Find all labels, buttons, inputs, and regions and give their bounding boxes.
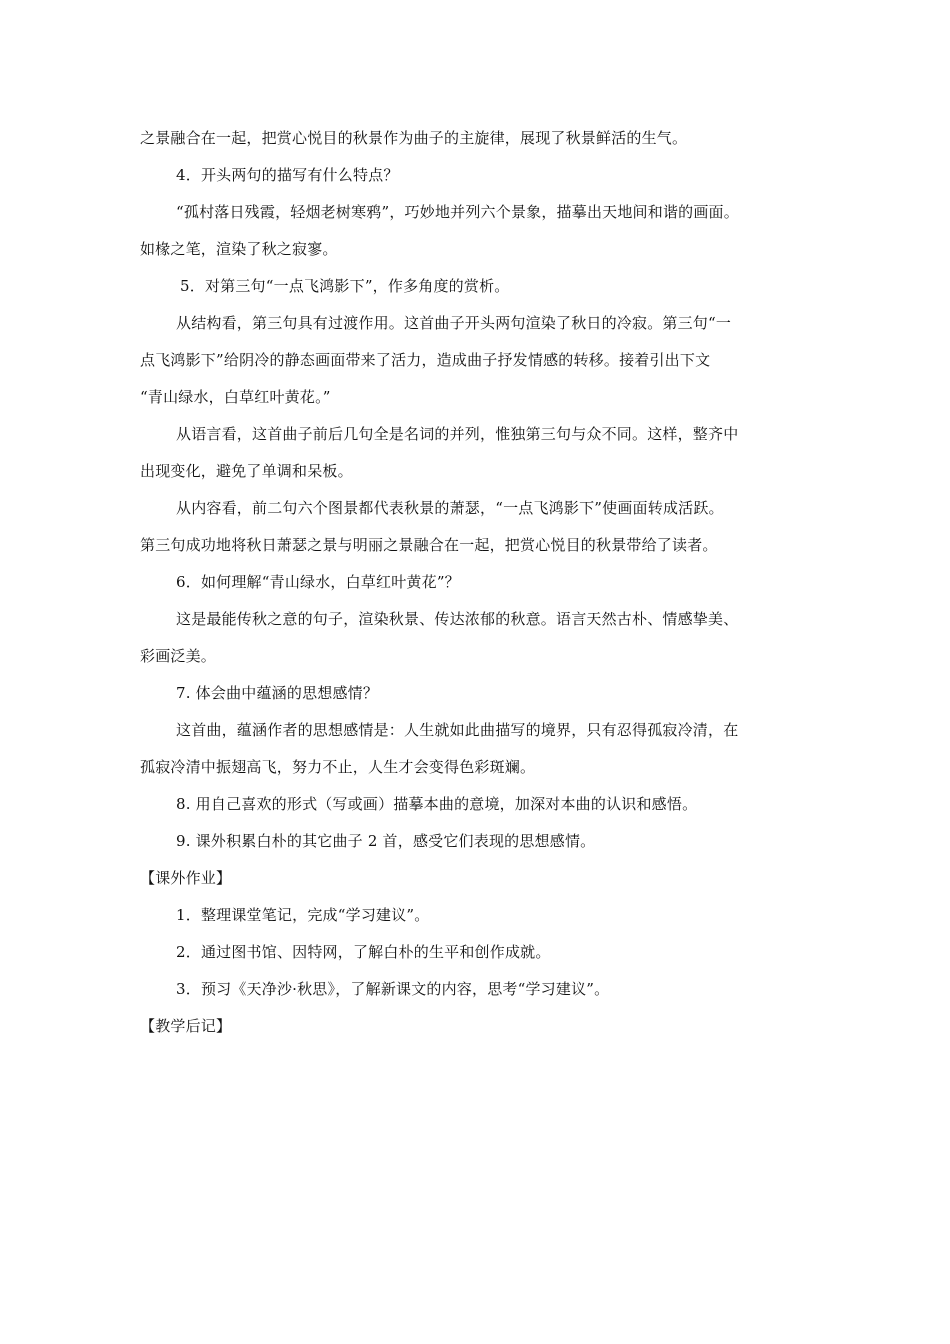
paragraph-line: 从语言看，这首曲子前后几句全是名词的并列，惟独第三句与众不同。这样，整齐中 <box>176 425 739 443</box>
paragraph-line: 这首曲，蕴涵作者的思想感情是：人生就如此曲描写的境界，只有忍得孤寂冷清，在 <box>176 721 739 739</box>
section-heading-homework: 【课外作业】 <box>140 869 232 887</box>
paragraph-line: “青山绿水，白草红叶黄花。” <box>140 388 331 406</box>
question-5: 5．对第三句“一点飞鸿影下”，作多角度的赏析。 <box>180 277 510 295</box>
question-4: 4．开头两句的描写有什么特点？ <box>176 166 399 184</box>
section-heading-teaching-notes: 【教学后记】 <box>140 1017 232 1035</box>
paragraph-line: “孤村落日残霞，轻烟老树寒鸦”，巧妙地并列六个景象，描摹出天地间和谐的画面。 <box>176 203 739 221</box>
homework-item-1: 1．整理课堂笔记，完成“学习建议”。 <box>176 906 430 924</box>
paragraph-line: 出现变化，避免了单调和呆板。 <box>140 462 353 480</box>
question-8: 8. 用自己喜欢的形式（写或画）描摹本曲的意境，加深对本曲的认识和感悟。 <box>176 795 698 813</box>
question-9: 9. 课外积累白朴的其它曲子 2 首，感受它们表现的思想感情。 <box>176 832 596 850</box>
paragraph-line: 孤寂冷清中振翅高飞，努力不止，人生才会变得色彩斑斓。 <box>140 758 536 776</box>
paragraph-line: 如椽之笔，渲染了秋之寂寥。 <box>140 240 338 258</box>
paragraph-line: 点飞鸿影下”给阴冷的静态画面带来了活力，造成曲子抒发情感的转移。接着引出下文 <box>140 351 711 369</box>
paragraph-line: 这是最能传秋之意的句子，渲染秋景、传达浓郁的秋意。语言天然古朴、情感挚美、 <box>176 610 739 628</box>
paragraph-line: 彩画泛美。 <box>140 647 217 665</box>
question-6: 6．如何理解“青山绿水，白草红叶黄花”？ <box>176 573 460 591</box>
homework-item-2: 2．通过图书馆、因特网，了解白朴的生平和创作成就。 <box>176 943 551 961</box>
paragraph-line: 第三句成功地将秋日萧瑟之景与明丽之景融合在一起，把赏心悦目的秋景带给了读者。 <box>140 536 718 554</box>
question-7: 7. 体会曲中蕴涵的思想感情？ <box>176 684 379 702</box>
paragraph-line: 从内容看，前二句六个图景都代表秋景的萧瑟，“一点飞鸿影下”使画面转成活跃。 <box>176 499 724 517</box>
paragraph-line: 之景融合在一起，把赏心悦目的秋景作为曲子的主旋律，展现了秋景鲜活的生气。 <box>140 129 688 147</box>
homework-item-3: 3．预习《天净沙·秋思》，了解新课文的内容，思考“学习建议”。 <box>176 980 610 998</box>
paragraph-line: 从结构看，第三句具有过渡作用。这首曲子开头两句渲染了秋日的冷寂。第三句“一 <box>176 314 732 332</box>
